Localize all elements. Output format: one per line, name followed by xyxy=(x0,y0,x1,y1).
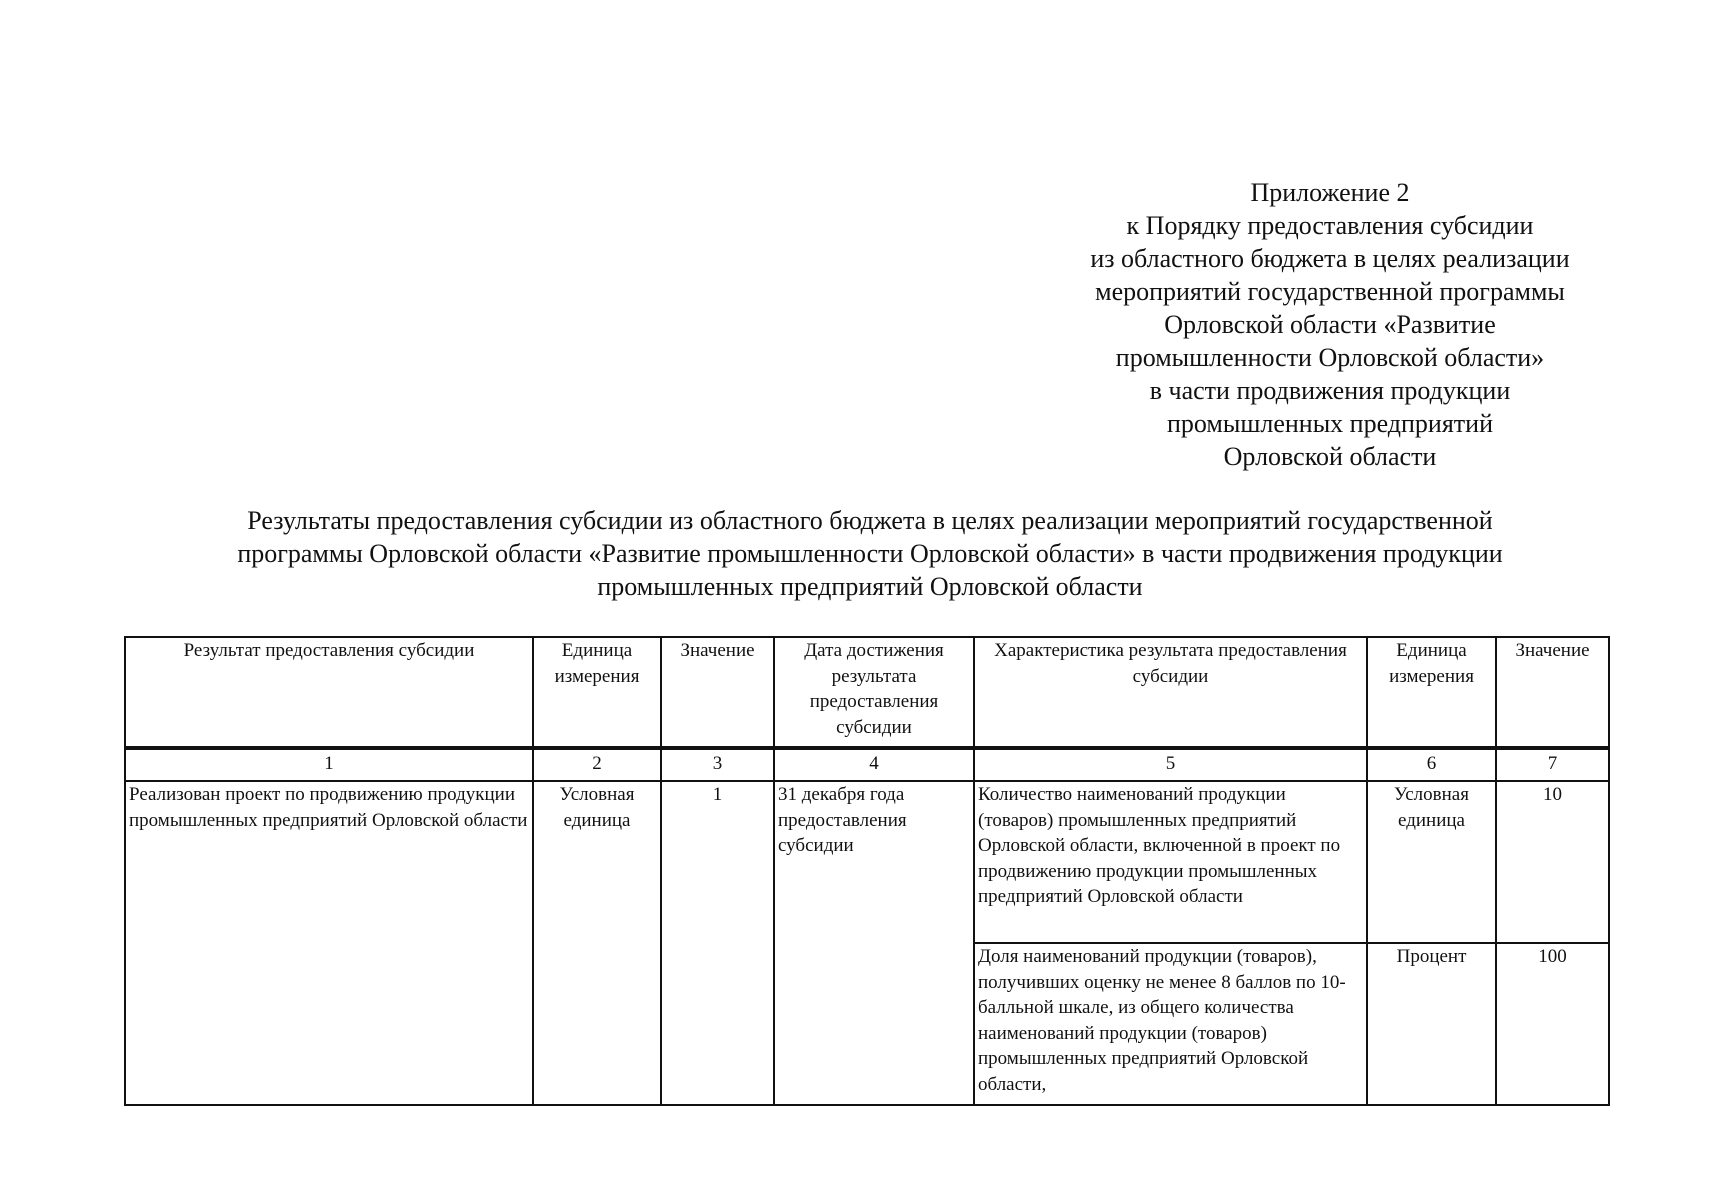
appendix-line: в части продвижения продукции xyxy=(1149,376,1511,405)
header-cell-char-unit: Единица измерения xyxy=(1367,637,1496,747)
characteristic-text-cell: Количество наименований продукции (товаров) промышленных предприятий Орловской области, включенной в проект по продвижению продукции промышленных предприятий Орловской области xyxy=(974,781,1367,943)
document-title xyxy=(120,504,1620,603)
result-name-cell: Реализован проект по продвижению продукции промышленных предприятий Орловской области xyxy=(125,781,533,1105)
header-row xyxy=(125,637,1609,747)
appendix-line: мероприятий государственной программы xyxy=(1095,277,1565,306)
column-number: 4 xyxy=(774,749,974,781)
results-table-body xyxy=(124,748,1610,1106)
column-numbers-row xyxy=(125,749,1609,781)
appendix-line: Орловской области xyxy=(1223,442,1437,471)
appendix-line: Приложение 2 xyxy=(1250,178,1410,207)
appendix-line: промышленности Орловской области» xyxy=(1115,343,1545,372)
column-number: 5 xyxy=(974,749,1367,781)
characteristic-text-cell: Доля наименований продукции (товаров), получивших оценку не менее 8 баллов по 10-балльной шкале, из общего количества наименований продукции (товаров) промышленных предприятий Орловской области, xyxy=(974,943,1367,1105)
result-date-cell: 31 декабря года предоставления субсидии xyxy=(774,781,974,1105)
appendix-line: к Порядку предоставления субсидии xyxy=(1126,211,1534,240)
characteristic-value-cell: 10 xyxy=(1496,781,1609,943)
appendix-line: промышленных предприятий xyxy=(1167,409,1493,438)
header-cell-unit: Единица измерения xyxy=(533,637,661,747)
header-cell-result: Результат предоставления субсидии xyxy=(125,637,533,747)
appendix-line: из областного бюджета в целях реализации xyxy=(1090,244,1570,273)
appendix-line: Орловской области «Развитие xyxy=(1164,310,1496,339)
result-unit-cell: Условная единица xyxy=(533,781,661,1105)
characteristic-unit-cell: Процент xyxy=(1367,943,1496,1105)
characteristic-unit-cell: Условная единица xyxy=(1367,781,1496,943)
result-value-cell: 1 xyxy=(661,781,774,1105)
header-cell-characteristic: Характеристика результата предоставления субсидии xyxy=(974,637,1367,747)
column-number: 3 xyxy=(661,749,774,781)
title-line: промышленных предприятий Орловской области xyxy=(597,572,1143,601)
characteristic-value-cell: 100 xyxy=(1496,943,1609,1105)
results-table-header xyxy=(124,636,1610,748)
header-cell-char-value: Значение xyxy=(1496,637,1609,747)
column-number: 1 xyxy=(125,749,533,781)
column-number: 2 xyxy=(533,749,661,781)
header-cell-value: Значение xyxy=(661,637,774,747)
table-row xyxy=(125,781,1609,943)
column-number: 7 xyxy=(1496,749,1609,781)
title-line: программы Орловской области «Развитие промышленности Орловской области» в части продвижения продукции xyxy=(237,539,1503,568)
appendix-block xyxy=(1030,176,1630,473)
title-line: Результаты предоставления субсидии из областного бюджета в целях реализации мероприятий государственной xyxy=(247,506,1493,535)
column-number: 6 xyxy=(1367,749,1496,781)
header-cell-date: Дата достижения результата предоставления субсидии xyxy=(774,637,974,747)
